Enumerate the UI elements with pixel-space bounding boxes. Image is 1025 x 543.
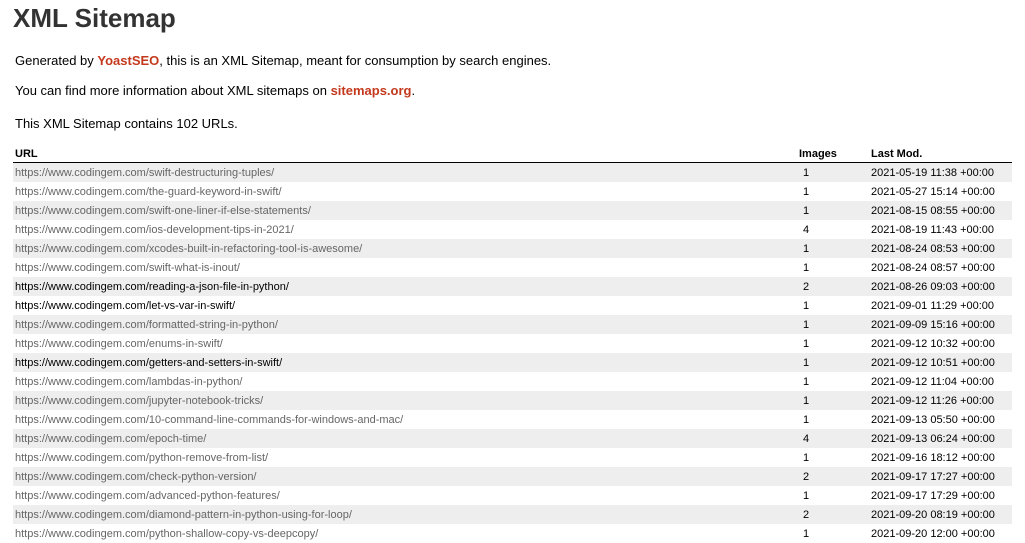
intro-generated-by bbox=[15, 53, 1012, 68]
url-link[interactable]: https://www.codingem.com/swift-what-is-inout/ bbox=[15, 261, 240, 274]
last-mod-cell: 2021-09-16 18:12 +00:00 bbox=[869, 448, 1012, 467]
url-cell bbox=[13, 448, 797, 467]
images-count-cell: 1 bbox=[797, 296, 869, 315]
table-header-row bbox=[13, 145, 1012, 163]
last-mod-cell: 2021-08-19 11:43 +00:00 bbox=[869, 220, 1012, 239]
table-row bbox=[13, 372, 1012, 391]
url-cell bbox=[13, 372, 797, 391]
images-count-cell: 1 bbox=[797, 201, 869, 220]
table-row bbox=[13, 220, 1012, 239]
table-row bbox=[13, 296, 1012, 315]
table-body bbox=[13, 163, 1012, 543]
last-mod-cell: 2021-08-26 09:03 +00:00 bbox=[869, 277, 1012, 296]
intro-generated-suffix: , this is an XML Sitemap, meant for consumption by search engines. bbox=[159, 53, 552, 68]
images-count-cell: 1 bbox=[797, 353, 869, 372]
url-link[interactable]: https://www.codingem.com/advanced-python-features/ bbox=[15, 489, 280, 502]
images-count-cell: 1 bbox=[797, 524, 869, 543]
images-count-cell: 2 bbox=[797, 467, 869, 486]
images-count-cell: 2 bbox=[797, 277, 869, 296]
url-link[interactable]: https://www.codingem.com/enums-in-swift/ bbox=[15, 337, 223, 350]
intro-more-info bbox=[15, 83, 1012, 98]
last-mod-cell: 2021-09-13 06:24 +00:00 bbox=[869, 429, 1012, 448]
page-title: XML Sitemap bbox=[13, 3, 176, 33]
url-cell bbox=[13, 296, 797, 315]
table-row bbox=[13, 486, 1012, 505]
url-cell bbox=[13, 163, 797, 183]
last-mod-cell: 2021-09-09 15:16 +00:00 bbox=[869, 315, 1012, 334]
url-link[interactable]: https://www.codingem.com/10-command-line-commands-for-windows-and-mac/ bbox=[15, 413, 404, 426]
url-count-text: This XML Sitemap contains 102 URLs. bbox=[15, 116, 238, 131]
table-row bbox=[13, 467, 1012, 486]
url-cell bbox=[13, 486, 797, 505]
last-mod-cell: 2021-09-20 08:19 +00:00 bbox=[869, 505, 1012, 524]
last-mod-cell: 2021-05-27 15:14 +00:00 bbox=[869, 182, 1012, 201]
table-row bbox=[13, 410, 1012, 429]
images-count-cell: 1 bbox=[797, 163, 869, 183]
url-cell bbox=[13, 201, 797, 220]
url-link[interactable]: https://www.codingem.com/the-guard-keyword-in-swift/ bbox=[15, 185, 282, 198]
last-mod-cell: 2021-09-01 11:29 +00:00 bbox=[869, 296, 1012, 315]
url-link[interactable]: https://www.codingem.com/ios-development-tips-in-2021/ bbox=[15, 223, 294, 236]
url-link[interactable]: https://www.codingem.com/python-remove-from-list/ bbox=[15, 451, 269, 464]
url-cell bbox=[13, 258, 797, 277]
intro-more-info-suffix: . bbox=[411, 83, 416, 98]
last-mod-cell: 2021-09-12 10:51 +00:00 bbox=[869, 353, 1012, 372]
images-count-cell: 4 bbox=[797, 429, 869, 448]
url-link[interactable]: https://www.codingem.com/jupyter-notebook-tricks/ bbox=[15, 394, 264, 407]
url-link[interactable]: https://www.codingem.com/diamond-pattern-in-python-using-for-loop/ bbox=[15, 508, 352, 521]
url-cell bbox=[13, 220, 797, 239]
url-link[interactable]: https://www.codingem.com/check-python-version/ bbox=[15, 470, 257, 483]
last-mod-cell: 2021-09-17 17:29 +00:00 bbox=[869, 486, 1012, 505]
images-count-cell: 1 bbox=[797, 372, 869, 391]
images-count-cell: 1 bbox=[797, 315, 869, 334]
table-row bbox=[13, 524, 1012, 543]
url-link[interactable]: https://www.codingem.com/lambdas-in-python/ bbox=[15, 375, 243, 388]
intro-generated-prefix: Generated by bbox=[15, 53, 98, 68]
url-link[interactable]: https://www.codingem.com/python-shallow-copy-vs-deepcopy/ bbox=[15, 527, 319, 540]
images-count-cell: 1 bbox=[797, 391, 869, 410]
url-cell bbox=[13, 505, 797, 524]
header-images: Images bbox=[797, 145, 869, 163]
url-cell bbox=[13, 239, 797, 258]
intro bbox=[13, 53, 1012, 131]
table-row bbox=[13, 239, 1012, 258]
images-count-cell: 1 bbox=[797, 410, 869, 429]
images-count-cell: 1 bbox=[797, 239, 869, 258]
last-mod-cell: 2021-08-15 08:55 +00:00 bbox=[869, 201, 1012, 220]
last-mod-cell: 2021-08-24 08:57 +00:00 bbox=[869, 258, 1012, 277]
intro-more-info-prefix: You can find more information about XML sitemaps on bbox=[15, 83, 331, 98]
images-count-cell: 1 bbox=[797, 334, 869, 353]
images-count-cell: 1 bbox=[797, 486, 869, 505]
images-count-cell: 4 bbox=[797, 220, 869, 239]
images-count-cell: 1 bbox=[797, 258, 869, 277]
last-mod-cell: 2021-09-12 11:04 +00:00 bbox=[869, 372, 1012, 391]
url-cell bbox=[13, 410, 797, 429]
yoastseo-link[interactable]: YoastSEO bbox=[97, 53, 160, 68]
images-count-cell: 1 bbox=[797, 448, 869, 467]
table-row bbox=[13, 182, 1012, 201]
last-mod-cell: 2021-09-20 12:00 +00:00 bbox=[869, 524, 1012, 543]
last-mod-cell: 2021-09-12 10:32 +00:00 bbox=[869, 334, 1012, 353]
url-cell bbox=[13, 524, 797, 543]
url-link[interactable]: https://www.codingem.com/swift-one-liner-if-else-statements/ bbox=[15, 204, 311, 217]
url-link[interactable]: https://www.codingem.com/swift-destructuring-tuples/ bbox=[15, 166, 275, 179]
url-cell bbox=[13, 467, 797, 486]
images-count-cell: 1 bbox=[797, 182, 869, 201]
url-link[interactable]: https://www.codingem.com/getters-and-setters-in-swift/ bbox=[15, 356, 283, 369]
table-row bbox=[13, 505, 1012, 524]
table-row bbox=[13, 201, 1012, 220]
url-cell bbox=[13, 277, 797, 296]
table-row bbox=[13, 258, 1012, 277]
table-row bbox=[13, 391, 1012, 410]
url-link[interactable]: https://www.codingem.com/reading-a-json-file-in-python/ bbox=[15, 280, 289, 293]
url-cell bbox=[13, 391, 797, 410]
table-row bbox=[13, 315, 1012, 334]
table-row bbox=[13, 277, 1012, 296]
last-mod-cell: 2021-05-19 11:38 +00:00 bbox=[869, 163, 1012, 183]
header-url: URL bbox=[13, 145, 797, 163]
last-mod-cell: 2021-08-24 08:53 +00:00 bbox=[869, 239, 1012, 258]
header-last-mod: Last Mod. bbox=[869, 145, 1012, 163]
url-cell bbox=[13, 353, 797, 372]
table-row bbox=[13, 429, 1012, 448]
last-mod-cell: 2021-09-13 05:50 +00:00 bbox=[869, 410, 1012, 429]
url-cell bbox=[13, 182, 797, 201]
url-cell bbox=[13, 334, 797, 353]
table-row bbox=[13, 448, 1012, 467]
sitemap-table bbox=[13, 145, 1012, 543]
last-mod-cell: 2021-09-12 11:26 +00:00 bbox=[869, 391, 1012, 410]
url-cell bbox=[13, 315, 797, 334]
images-count-cell: 2 bbox=[797, 505, 869, 524]
table-row bbox=[13, 334, 1012, 353]
last-mod-cell: 2021-09-17 17:27 +00:00 bbox=[869, 467, 1012, 486]
table-row bbox=[13, 353, 1012, 372]
url-link[interactable]: https://www.codingem.com/epoch-time/ bbox=[15, 432, 207, 445]
url-cell bbox=[13, 429, 797, 448]
url-link[interactable]: https://www.codingem.com/xcodes-built-in-refactoring-tool-is-awesome/ bbox=[15, 242, 363, 255]
table-row bbox=[13, 163, 1012, 183]
url-link[interactable]: https://www.codingem.com/let-vs-var-in-swift/ bbox=[15, 299, 236, 312]
url-link[interactable]: https://www.codingem.com/formatted-string-in-python/ bbox=[15, 318, 278, 331]
sitemaps-org-link[interactable]: sitemaps.org bbox=[330, 83, 412, 98]
